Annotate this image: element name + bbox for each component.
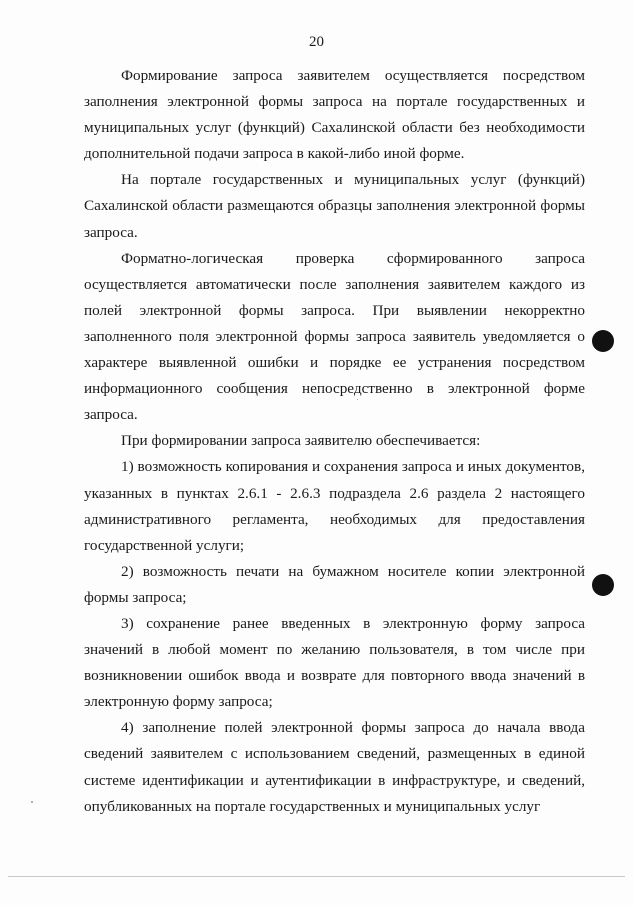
paragraph-form-samples: На портале государственных и муниципальных услуг (функций) Сахалинской области размещаются образцы заполнения электронной формы запроса. [84,171,585,241]
paragraph-provisions-intro: При формировании запроса заявителю обеспечивается: [121,432,481,450]
scan-speck [31,801,33,803]
punch-hole-lower [592,574,614,596]
list-item-4: 4) заполнение полей электронной формы запроса до начала ввода сведений заявителем с использованием сведений, размещенных в единой системе идентификации и аутентификации в инфраструктуре, и сведений, опубликованных на портале государственных и муниципальных услуг [84,719,585,815]
list-item-3: 3) сохранение ранее введенных в электронную форму запроса значений в любой момент по желанию пользователя, в том числе при возникновении ошибок ввода и возврате для повторного ввода значений в электронную форму запроса; [84,614,585,711]
punch-hole-upper [592,330,614,352]
paragraph-request-formation: Формирование запроса заявителем осуществляется посредством заполнения электронной формы запроса на портале государственных и муниципальных услуг (функций) Сахалинской области без необходимости дополнительной подачи запроса в какой-либо иной форме. [84,67,585,163]
page-number: 20 [309,34,324,50]
scan-speck [357,399,358,400]
body-text [84,63,585,820]
list-item-1: 1) возможность копирования и сохранения запроса и иных документов, указанных в пунктах 2.6.1 - 2.6.3 подраздела 2.6 раздела 2 настоящего административного регламента, необходимых для предоставления государственной услуги; [84,458,585,554]
list-item-2: 2) возможность печати на бумажном носителе копии электронной формы запроса; [84,562,585,606]
scan-edge-line [8,876,625,877]
paragraph-format-check: Форматно-логическая проверка сформированного запроса осуществляется автоматически после заполнения заявителем каждого из полей электронной формы запроса. При выявлении некорректно заполненного поля электронной формы запроса заявитель уведомляется о характере выявленной ошибки и порядке ее устранения посредством информационного сообщения непосредственно в электронной форме запроса. [84,249,585,424]
